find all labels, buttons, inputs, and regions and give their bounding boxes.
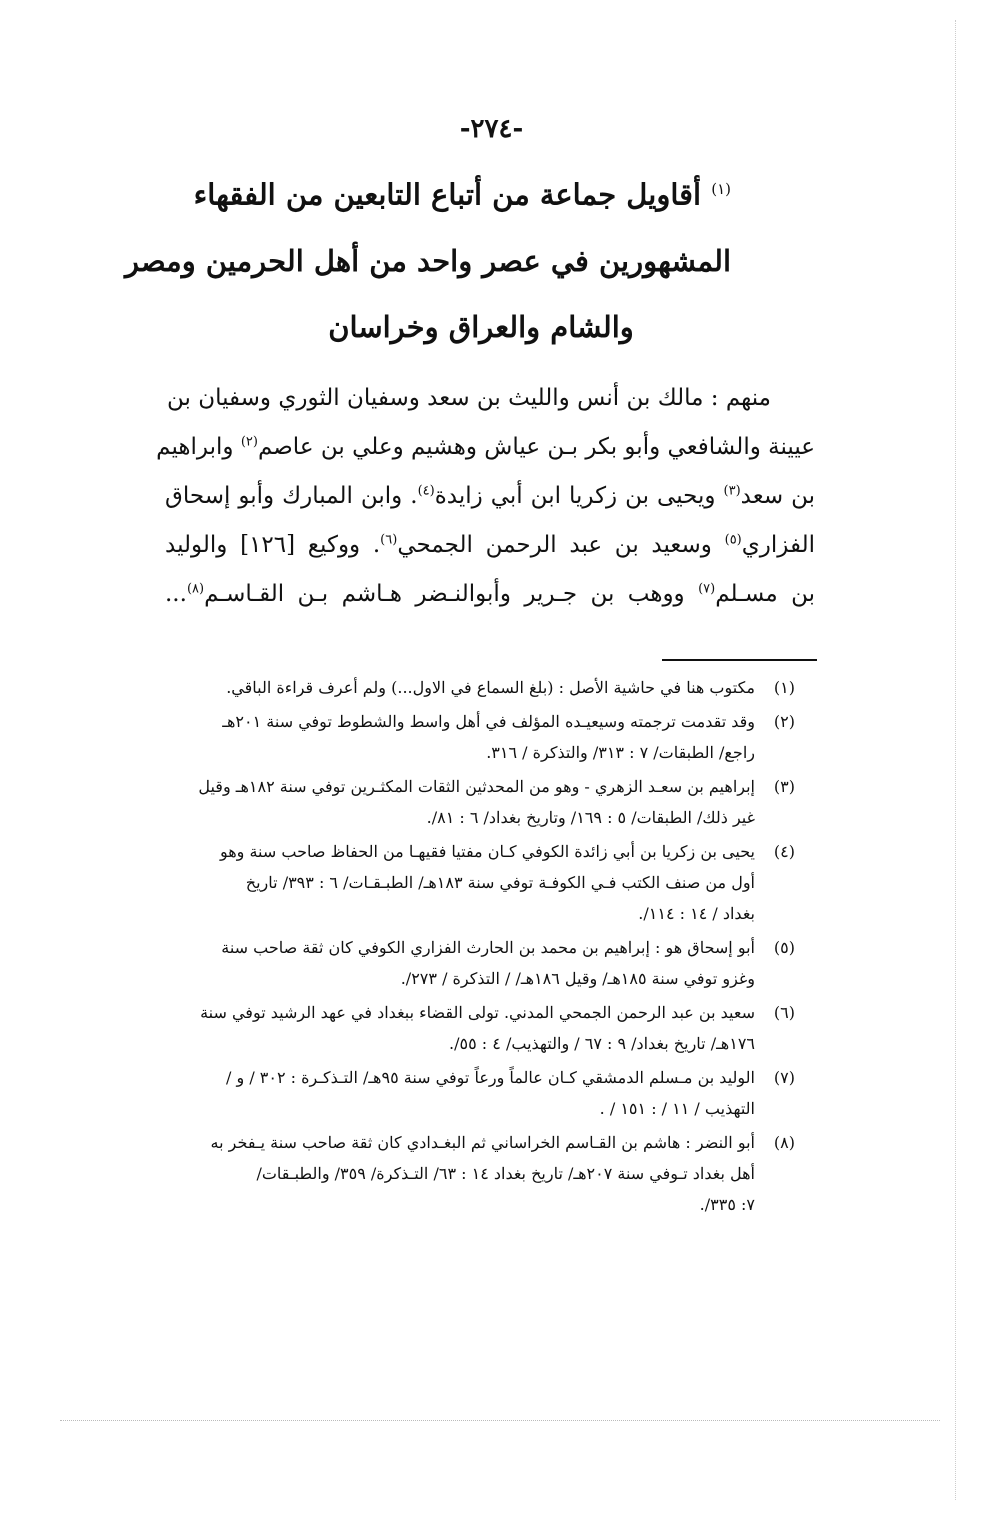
heading-line-2: المشهورين في عصر واحد من أهل الحرمين ومصر bbox=[125, 243, 731, 278]
scan-edge-vertical-line bbox=[955, 20, 956, 1500]
footnote-line: أبو إسحاق هو : إبراهيم بن محمد بن الحارث الفزاري الكوفي كان ثقة صاحب سنة bbox=[221, 938, 755, 957]
page-number: -٢٧٤- bbox=[459, 114, 524, 144]
footnote-line: مكتوب هنا في حاشية الأصل : (بلغ السماع في الاول...) ولم أعرف قراءة الباقي. bbox=[226, 678, 755, 697]
footnote-number: (٤) bbox=[773, 842, 795, 861]
footnote-line: وقد تقدمت ترجمته وسيعيـده المؤلف في أهل واسط والشطوط توفي سنة ٢٠١هـ bbox=[222, 712, 755, 731]
note-ref-8: (٨) bbox=[186, 581, 205, 597]
note-ref-7: (٧) bbox=[698, 581, 716, 597]
footnote-number: (٣) bbox=[773, 777, 795, 796]
footnote-4 bbox=[135, 836, 795, 929]
heading-line-1-text: أقاويل جماعة من أتباع التابعين من الفقهاء bbox=[193, 177, 702, 212]
footnote-line: أول من صنف الكتب فـي الكوفـة توفي سنة ١٨٣هـ/ الطبـقـات/ ٦ : ٣٩٣/ تاريخ bbox=[245, 873, 755, 892]
body-line-5 bbox=[165, 570, 815, 619]
footnote-2 bbox=[135, 706, 795, 768]
footnote-line: وغزو توفي سنة ١٨٥هـ/ وقيل ١٨٦هـ/ / التذكرة / ٢٧٣/. bbox=[400, 969, 755, 988]
heading-line-1 bbox=[193, 156, 731, 228]
scan-edge-dotted-line bbox=[60, 1420, 940, 1421]
footnote-line: ٧: ٣٣٥/. bbox=[699, 1195, 755, 1214]
body-line-3 bbox=[165, 472, 815, 521]
footnote-line: راجع/ الطبقات/ ٧ : ٣١٣/ والتذكرة / ٣١٦. bbox=[486, 743, 755, 762]
note-ref-6: (٦) bbox=[380, 532, 398, 548]
footnote-number: (٨) bbox=[773, 1133, 795, 1152]
footnote-line: غير ذلك/ الطبقات/ ٥ : ١٦٩/ وتاريخ بغداد/ ٦ : ٨١/. bbox=[426, 808, 755, 827]
body-line-4 bbox=[165, 521, 815, 570]
footnote-8 bbox=[135, 1127, 795, 1220]
heading-line-3: والشام والعراق وخراسان bbox=[328, 309, 634, 344]
footnote-line: أبو النضر : هاشم بن القـاسم الخراساني ثم البغـدادي كان ثقة صاحب سنة يـفخر به bbox=[210, 1133, 755, 1152]
chapter-heading bbox=[125, 156, 731, 360]
note-ref-2: (٢) bbox=[240, 434, 258, 450]
heading-note-ref: (١) bbox=[711, 180, 731, 198]
footnote-number: (٥) bbox=[773, 938, 795, 957]
footnote-line: بغداد / ١٤ : ١١٤/. bbox=[638, 904, 755, 923]
body-text-segment: وابراهيم bbox=[156, 434, 234, 460]
footnote-line: أهل بغداد تـوفي سنة ٢٠٧هـ/ تاريخ بغداد ١٤ : ٦٣/ التـذكرة/ ٣٥٩/ والطبـقات/ bbox=[256, 1164, 755, 1183]
body-text-segment: بن مسـلم bbox=[715, 581, 815, 607]
footnote-line: إبراهيم بن سعـد الزهري - وهو من المحدثين الثقات المكثـرين توفي سنة ١٨٢هـ وقيل bbox=[198, 777, 755, 796]
note-ref-4: (٤) bbox=[417, 483, 435, 499]
body-text-segment: ويحيى بن زكريا ابن أبي زايدة bbox=[434, 483, 716, 509]
footnote-7 bbox=[135, 1062, 795, 1124]
footnotes-section bbox=[135, 672, 795, 1223]
body-text-segment: عيينة والشافعي وأبو بكر بـن عياش وهشيم وعلي بن عاصم bbox=[257, 434, 815, 460]
footnote-6 bbox=[135, 997, 795, 1059]
body-paragraph bbox=[156, 374, 816, 619]
footnote-5 bbox=[135, 932, 795, 994]
footnote-number: (٢) bbox=[773, 712, 795, 731]
footnote-line: يحيى بن زكريا بن أبي زائدة الكوفي كـان مفتيا فقيهـا من الحفاظ صاحب سنة وهو bbox=[219, 842, 755, 861]
body-text-segment: . وابن المبارك وأبو إسحاق bbox=[165, 483, 418, 509]
footnote-number: (٦) bbox=[773, 1003, 795, 1022]
body-line-2 bbox=[156, 423, 815, 472]
body-text-segment: ... bbox=[165, 581, 187, 607]
body-text-segment: ووهب بن جـرير وأبوالنـضر هـاشم بـن القـاسـم bbox=[204, 581, 685, 607]
footnote-1 bbox=[135, 672, 795, 703]
footnote-line: الوليد بن مـسلم الدمشقي كـان عالماً ورعاً توفي سنة ٩٥هـ/ التـذكـرة : ٣٠٢ / و / bbox=[226, 1068, 755, 1087]
body-text-segment: الفزاري bbox=[741, 532, 815, 558]
footnote-number: (٧) bbox=[773, 1068, 795, 1087]
footnote-line: سعيد بن عبد الرحمن الجمحي المدني. تولى القضاء ببغداد في عهد الرشيد توفي سنة bbox=[200, 1003, 755, 1022]
body-text-segment: . ووكيع [١٢٦] والوليد bbox=[165, 532, 381, 558]
note-ref-5: (٥) bbox=[724, 532, 742, 548]
footnote-line: ١٧٦هـ/ تاريخ بغداد/ ٩ : ٦٧ / والتهذيب/ ٤ : ٥٥/. bbox=[449, 1034, 755, 1053]
footnote-number: (١) bbox=[773, 678, 795, 697]
body-text-segment: وسعيد بن عبد الرحمن الجمحي bbox=[397, 532, 712, 558]
body-line-1: منهم : مالك بن أنس والليث بن سعد وسفيان الثوري وسفيان بن bbox=[166, 385, 771, 411]
footnote-line: التهذيب / ١١ / : ١٥١ / . bbox=[599, 1099, 755, 1118]
footnote-3 bbox=[135, 771, 795, 833]
footnote-divider bbox=[662, 659, 817, 661]
note-ref-3: (٣) bbox=[723, 483, 741, 499]
body-text-segment: بن سعد bbox=[740, 483, 816, 509]
